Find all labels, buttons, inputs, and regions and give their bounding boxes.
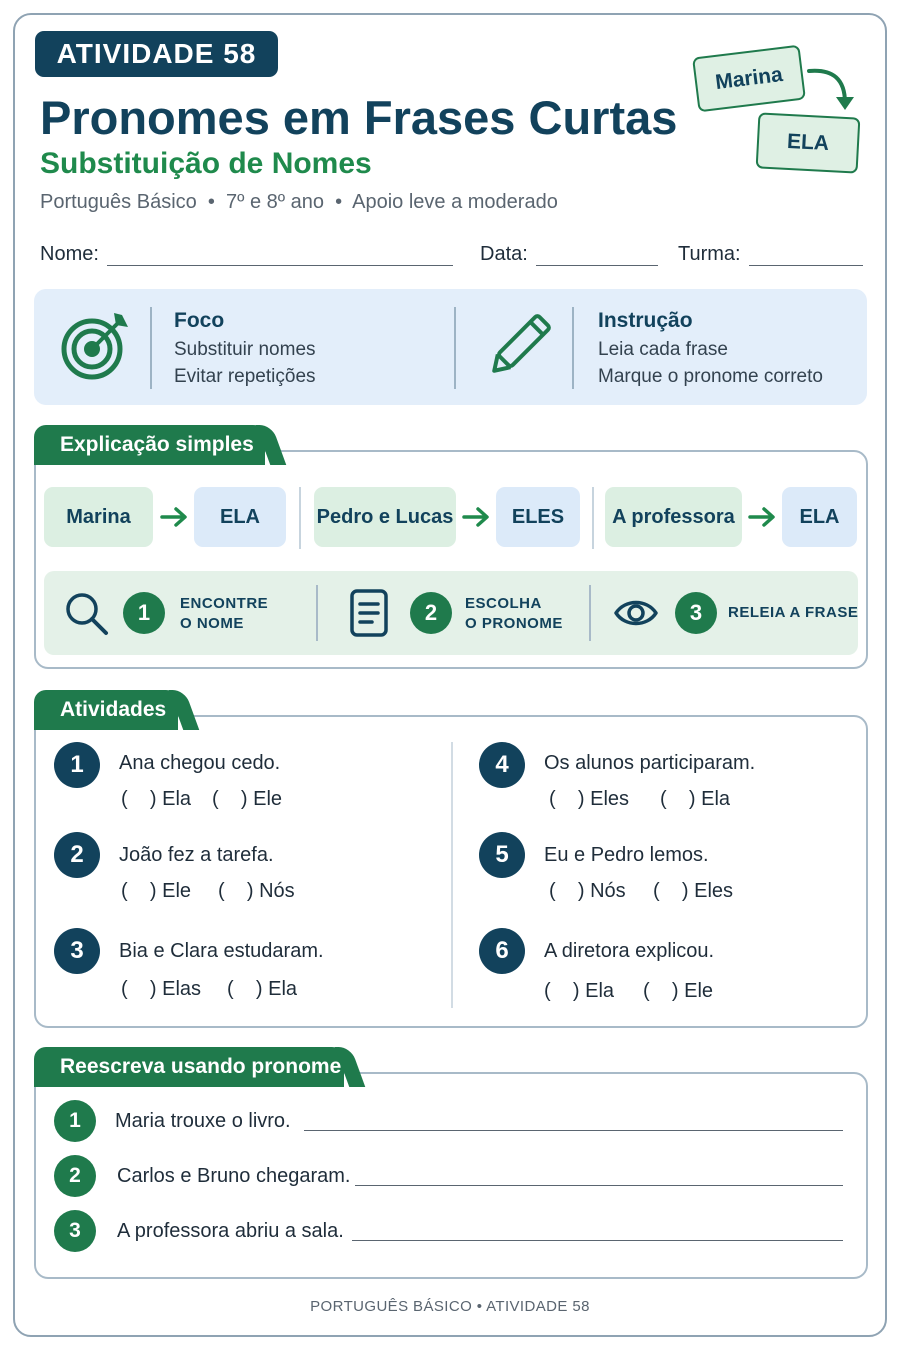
step-2-line-2: O PRONOME (465, 615, 563, 632)
rewrite-number-2: 2 (54, 1155, 96, 1197)
focus-line-2: Evitar repetições (174, 366, 316, 387)
rewrite-3-answer-line[interactable] (352, 1240, 843, 1241)
date-label: Data: (480, 243, 528, 265)
name-line[interactable] (107, 246, 453, 266)
target-icon (60, 307, 132, 381)
question-6-sentence: A diretora explicou. (544, 940, 715, 962)
divider (299, 487, 301, 549)
question-4-sentence: Os alunos participaram. (544, 752, 756, 774)
step-number-1: 1 (123, 592, 165, 634)
step-3-line-1: RELEIA A FRASE (728, 604, 859, 621)
rewrite-1-sentence: Maria trouxe o livro. (115, 1110, 291, 1132)
question-5-option-2[interactable]: ( ) Eles (653, 880, 734, 902)
question-5-option-1[interactable]: ( ) Nós (549, 880, 626, 902)
rewrite-3-sentence: A professora abriu a sala. (117, 1220, 344, 1242)
arrow-right-icon (462, 506, 492, 528)
class-label: Turma: (678, 243, 741, 265)
instruction-line-1: Leia cada frase (598, 339, 728, 360)
date-line[interactable] (536, 246, 658, 266)
divider (589, 585, 591, 641)
question-5-sentence: Eu e Pedro lemos. (544, 844, 709, 866)
column-divider (451, 742, 453, 1008)
question-2-option-1[interactable]: ( ) Ele (121, 880, 192, 902)
document-icon (348, 589, 390, 637)
question-1-sentence: Ana chegou cedo. (119, 752, 281, 774)
question-2-option-2[interactable]: ( ) Nós (218, 880, 295, 902)
instruction-line-2: Marque o pronome correto (598, 366, 823, 387)
name-label: Nome: (40, 243, 99, 265)
example-pronoun-3: ELA (782, 487, 857, 547)
example-tag-noun: Marina (692, 45, 806, 113)
question-number-4: 4 (479, 742, 525, 788)
rewrite-number-3: 3 (54, 1210, 96, 1252)
question-6-option-1[interactable]: ( ) Ela (544, 980, 615, 1002)
divider (454, 307, 456, 389)
page-footer: PORTUGUÊS BÁSICO • ATIVIDADE 58 (310, 1298, 590, 1315)
rewrite-1-answer-line[interactable] (304, 1130, 843, 1131)
rewrite-2-sentence: Carlos e Bruno chegaram. (117, 1165, 351, 1187)
question-3-option-2[interactable]: ( ) Ela (227, 978, 298, 1000)
course-meta: Português Básico • 7º e 8º ano • Apoio leve a moderado (40, 191, 558, 213)
question-1-option-1[interactable]: ( ) Ela (121, 788, 192, 810)
question-2-sentence: João fez a tarefa. (119, 844, 274, 866)
arrow-right-icon (160, 506, 190, 528)
page-title: Pronomes em Frases Curtas (40, 91, 678, 144)
focus-line-1: Substituir nomes (174, 339, 316, 360)
activity-badge: ATIVIDADE 58 (35, 31, 278, 77)
question-number-2: 2 (54, 832, 100, 878)
rewrite-2-answer-line[interactable] (355, 1185, 843, 1186)
example-pronoun-1: ELA (194, 487, 286, 547)
example-pronoun-2: ELES (496, 487, 580, 547)
question-3-sentence: Bia e Clara estudaram. (119, 940, 324, 962)
divider (572, 307, 574, 389)
question-number-3: 3 (54, 928, 100, 974)
example-noun-1: Marina (44, 487, 153, 547)
question-1-option-2[interactable]: ( ) Ele (212, 788, 283, 810)
info-box (34, 289, 867, 405)
step-1-line-2: O NOME (180, 615, 244, 632)
divider (316, 585, 318, 641)
page-subtitle: Substituição de Nomes (40, 147, 372, 180)
focus-title: Foco (174, 309, 225, 332)
divider (592, 487, 594, 549)
step-2-line-1: ESCOLHA (465, 595, 542, 612)
eye-icon (613, 593, 659, 633)
step-1-line-1: ENCONTRE (180, 595, 269, 612)
example-noun-3: A professora (605, 487, 742, 547)
class-field[interactable] (678, 243, 863, 266)
activities-section-title: Atividades (34, 690, 178, 730)
pencil-icon (484, 309, 554, 383)
divider (150, 307, 152, 389)
explanation-section-title: Explicação simples (34, 425, 265, 465)
step-number-3: 3 (675, 592, 717, 634)
steps-bar (44, 571, 858, 655)
rewrite-section-title: Reescreva usando pronome (34, 1047, 344, 1087)
curved-arrow-icon (805, 65, 860, 115)
question-4-option-2[interactable]: ( ) Ela (660, 788, 731, 810)
example-tag-pronoun: ELA (756, 112, 861, 173)
instruction-title: Instrução (598, 309, 693, 332)
rewrite-number-1: 1 (54, 1100, 96, 1142)
question-number-6: 6 (479, 928, 525, 974)
question-4-option-1[interactable]: ( ) Eles (549, 788, 630, 810)
class-line[interactable] (749, 246, 863, 266)
search-icon (62, 589, 110, 637)
example-noun-2: Pedro e Lucas (314, 487, 456, 547)
question-number-1: 1 (54, 742, 100, 788)
question-number-5: 5 (479, 832, 525, 878)
question-6-option-2[interactable]: ( ) Ele (643, 980, 714, 1002)
question-3-option-1[interactable]: ( ) Elas (121, 978, 202, 1000)
name-field[interactable] (40, 243, 453, 266)
date-field[interactable] (480, 243, 658, 266)
step-number-2: 2 (410, 592, 452, 634)
arrow-right-icon (748, 506, 778, 528)
student-fields (40, 243, 862, 269)
